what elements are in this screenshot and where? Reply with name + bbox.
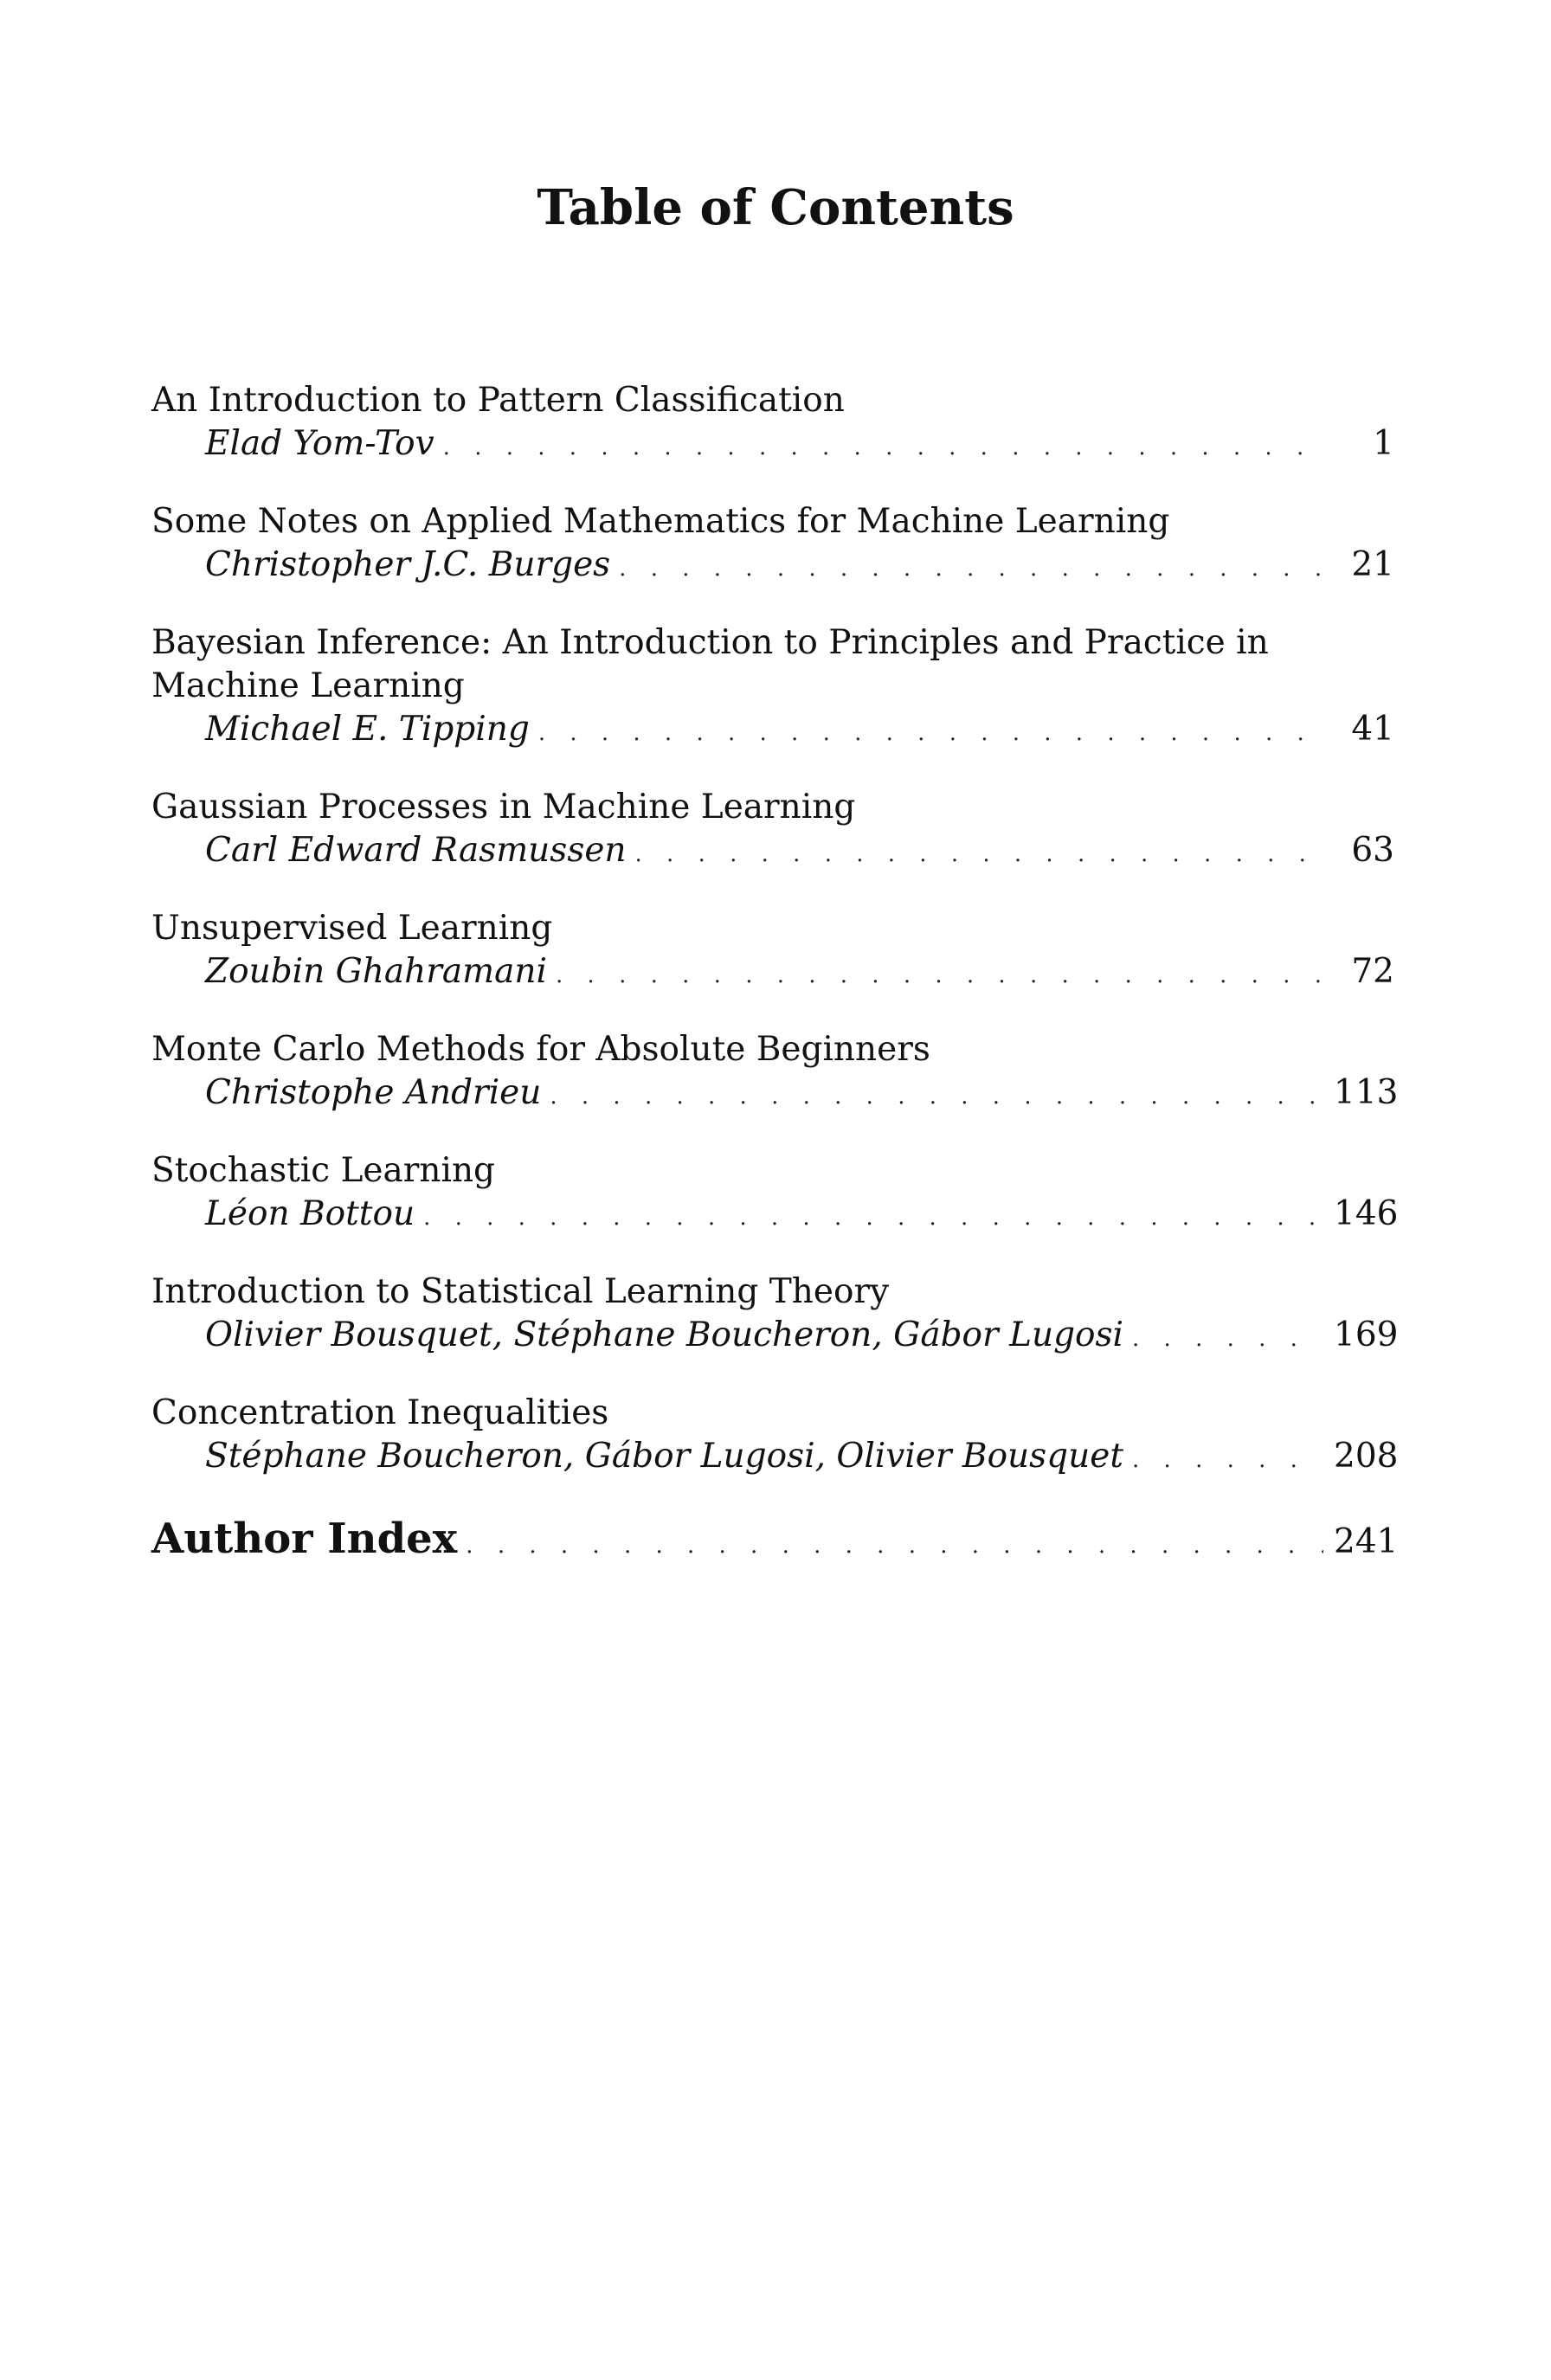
entry-author-line — [151, 1314, 1399, 1360]
author-index-entry[interactable] — [151, 1513, 1399, 1565]
entry-title: Bayesian Inference: An Introduction to Principles and Practice in — [151, 623, 1269, 662]
entry-author-line — [151, 1071, 1399, 1118]
entry-page-number: 146 — [1334, 1194, 1399, 1233]
toc-list — [151, 379, 1399, 1565]
dot-leader — [423, 1196, 1323, 1239]
entry-title: Gaussian Processes in Machine Learning — [151, 788, 856, 827]
entry-page-number: 208 — [1334, 1437, 1399, 1476]
entry-title: Stochastic Learning — [151, 1151, 496, 1190]
entry-title: Concentration Inequalities — [151, 1393, 609, 1432]
toc-entry[interactable] — [151, 907, 1394, 997]
entry-authors: Michael E. Tipping — [205, 710, 530, 749]
toc-entry[interactable] — [151, 786, 1394, 876]
page-title: Table of Contents — [537, 179, 1014, 236]
dot-leader — [466, 1533, 1323, 1559]
dot-leader — [550, 1075, 1323, 1118]
toc-entry[interactable] — [151, 379, 1394, 469]
entry-author-line — [151, 708, 1394, 755]
entry-title: Unsupervised Learning — [151, 909, 553, 948]
entry-authors: Carl Edward Rasmussen — [205, 831, 627, 870]
toc-entry[interactable] — [151, 621, 1394, 755]
entry-page-number: 41 — [1351, 710, 1394, 749]
entry-page-number: 113 — [1334, 1073, 1399, 1112]
entry-page-number: 169 — [1334, 1315, 1399, 1354]
entry-author-line — [151, 950, 1394, 997]
toc-entry[interactable] — [151, 500, 1394, 590]
dot-leader — [443, 426, 1323, 469]
entry-authors: Stéphane Boucheron, Gábor Lugosi, Olivier Bousquet — [205, 1437, 1124, 1476]
entry-authors: Christopher J.C. Burges — [205, 545, 611, 584]
entry-author-line — [151, 544, 1394, 590]
dot-leader — [1132, 1438, 1323, 1482]
dot-leader — [619, 547, 1323, 590]
entry-page-number: 1 — [1373, 424, 1394, 463]
entry-authors: Zoubin Ghahramani — [205, 952, 548, 991]
entry-title: Monte Carlo Methods for Absolute Beginners — [151, 1030, 930, 1069]
entry-page-number: 72 — [1351, 952, 1394, 991]
entry-author-line — [151, 1193, 1399, 1239]
entry-author-line — [151, 829, 1394, 876]
entry-title: Introduction to Statistical Learning Theory — [151, 1272, 890, 1311]
entry-title: Some Notes on Applied Mathematics for Machine Learning — [151, 502, 1170, 541]
dot-leader — [635, 833, 1323, 876]
dot-leader — [1132, 1317, 1323, 1360]
entry-page-number: 63 — [1351, 831, 1394, 870]
entry-title-continued: Machine Learning — [151, 666, 465, 705]
dot-leader — [538, 711, 1323, 755]
entry-title: An Introduction to Pattern Classification — [151, 381, 845, 420]
entry-author-line — [151, 422, 1394, 469]
entry-authors: Léon Bottou — [205, 1194, 415, 1233]
entry-author-line — [151, 1435, 1399, 1482]
toc-entry[interactable] — [151, 1392, 1399, 1482]
author-index-label: Author Index — [151, 1515, 458, 1563]
toc-entry[interactable] — [151, 1149, 1399, 1239]
entry-authors: Olivier Bousquet, Stéphane Boucheron, Gábor Lugosi — [205, 1315, 1124, 1354]
toc-entry[interactable] — [151, 1028, 1399, 1118]
toc-entry[interactable] — [151, 1270, 1399, 1360]
dot-leader — [556, 954, 1323, 997]
entry-page-number: 21 — [1351, 545, 1394, 584]
author-index-page-number: 241 — [1334, 1522, 1399, 1561]
entry-authors: Elad Yom-Tov — [205, 424, 434, 463]
entry-authors: Christophe Andrieu — [205, 1073, 542, 1112]
